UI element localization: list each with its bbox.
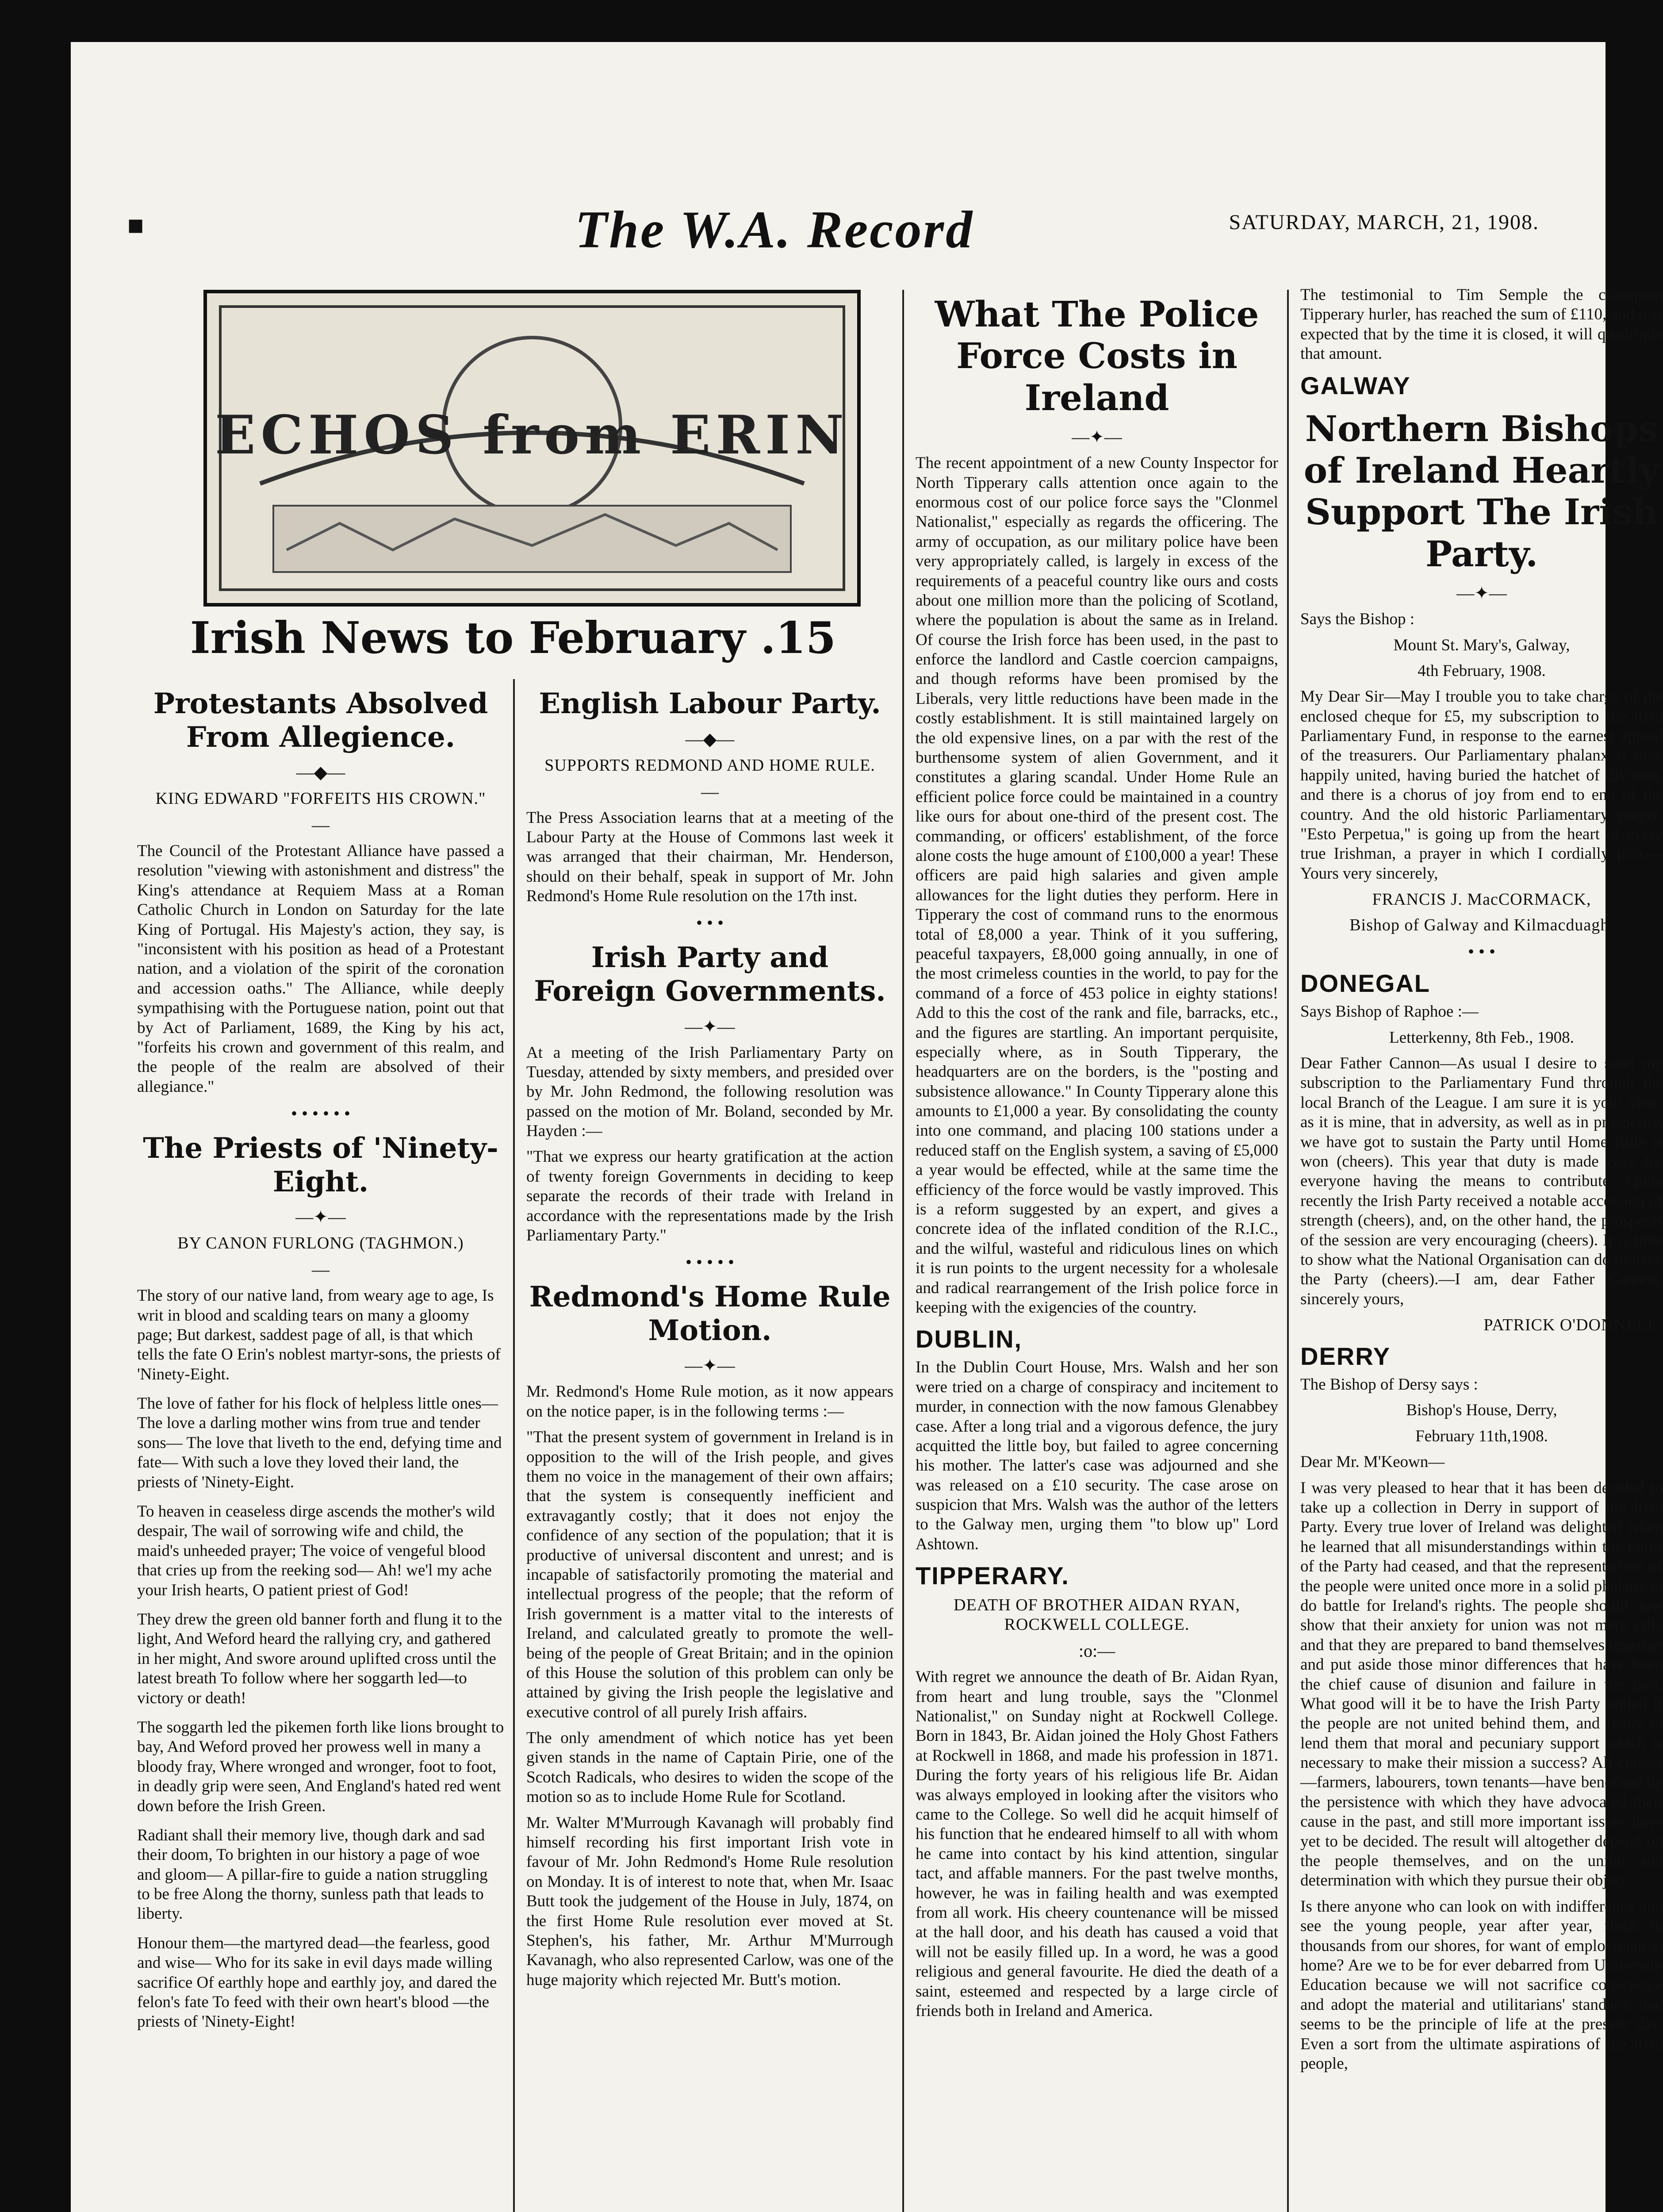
ornament-divider: ―✦― [685,1356,735,1376]
column-rule [1287,290,1289,2212]
derry-salutation: Dear Mr. M'Keown— [1300,1453,1445,1471]
byline-furlong: BY CANON FURLONG (TAGHMON.) [177,1234,464,1253]
article-kavanagh: Mr. Walter M'Murrough Kavanagh will probably find himself recording his first important Irish vote in favour of Mr. John Redmond's Home Rule resolution on Monday. It is of interest to note that, when Mr. Isaac Butt took the judgement of the House in July, 1874, on the first Home Rule resolution ever moved at St. Stephen's, his father, Mr. Arthur M'Murrough Kavanagh, who also represented Carlow, was one of the huge majority which rejected Mr. Butt's motion. [526,1813,893,1989]
ornament-divider: ―✦― [295,1207,346,1227]
echoes-banner [137,290,889,668]
headline-priests: The Priests of 'Ninety-Eight. [143,1132,498,1198]
article-police-costs: The recent appointment of a new County Inspector for North Tipperary calls attention once again to the enormous cost of our police force says the "Clonmel Nationalist," especially as regards the officering. The army of occupation, as our military police have been very appropriately called, is largely in excess of the requirements of a peaceful country like ours and costs about one million more than the policing of Scotland, where the population is about the same as in Ireland. Of course the Irish force has been used, in the past to enforce the landlord and Castle coercion campaigns, and though reforms have been promised by the Liberals, very little reductions have been made in the costly establishment. It is still maintained largely on the old expensive lines, on a par with the rest of the burthensome system of alien Government, and it constitutes a glaring scandal. Under Home Rule an efficient police force could be maintained in a country like ours for about one-third of the present cost. The commanding, or officers' establishment, of the force alone costs the huge amount of £100,000 a year! These officers are paid high salaries and given ample allowances for the light duties they perform. Here in Tipperary the cost of command runs to the enormous total of £8,000 a year. Think of it you suffering, peaceful taxpayers, £8,000 going annually, in one of the most crimeless counties in the world, to pay for the command of a force of 453 police in eighty stations! Add to this the cost of the rank and file, barracks, etc., and the figures are startling. An important perquisite, especially where, as in South Tipperary, the headquarters are on the borders, is the "posting and subsistence allowance." In County Tipperary alone this amounts to £1,000 a year. By consolidating the county into one command, and placing 100 stations under a reduced staff on the English system, a saving of £5,000 a year would be effected, while at the same time the efficiency of the force would be vastly improved. This is a reform suggested by an expert, and gives a concrete idea of the inflated condition of the R.I.C., and the wilful, wasteful and ridiculous lines on which it is run points to the urgent necessity for a wholesale and radical rearrangement of the Irish police force in keeping with the exigencies of the country. [916,454,1278,1317]
galway-intro: Says the Bishop : [1300,610,1414,629]
ornament-dots: • • • • • [685,1252,735,1272]
ornament-divider: ―✦― [1456,583,1507,603]
subhead-aidan-ryan: DEATH OF BROTHER AIDAN RYAN, ROCKWELL COLLEGE. [954,1596,1240,1634]
signature-bishop-galway: Bishop of Galway and Kilmacduagh. [1349,916,1614,935]
ornament-divider: ―◆― [296,762,345,783]
headline-home-rule-motion: Redmond's Home Rule Motion. [529,1280,891,1347]
section-derry: DERRY [1300,1342,1391,1371]
derry-date: February 11th,1908. [1415,1427,1548,1445]
derry-intro: The Bishop of Dersy says : [1300,1375,1478,1394]
banner-frame [203,290,861,607]
donegal-intro: Says Bishop of Raphoe :— [1300,1002,1479,1021]
derry-letter-2: Is there anyone who can look on with indifference and see the young people, year after year, flock in thousands from our shores, for want of employment at home? Are we to be for ever debarred from University Education because we will not sacrifice conscience and adopt the material and utilitarians' standard, that seems to be the principle of life at the present day. Even a sort from the ultimate aspirations of the Irish people, [1300,1897,1663,2073]
column-rule [513,679,515,2212]
issue-date: SATURDAY, MARCH, 21, 1908. [1229,211,1539,234]
galway-letter: My Dear Sir—May I trouble you to take charge of the enclosed cheque for £5, my subscription to the Irish Parliamentary Fund, in response to the earnest appeal of the treasurers. Our Parliamentary phalanx is now happily united, having buried the hatchet of division, and there is a chorus of joy from end to end of the country. And the old historic Parliamentary prayer, "Esto Perpetua," is going up from the heart of every true Irishman, a prayer in which I cordially join.—Yours very sincerely, [1300,687,1663,883]
poem-stanza: They drew the green old banner forth and flung it to the light, And Weford heard the rallying cry, and gathered in her might, And swore around uplifted cross until the latest breath To follow where her soggarth led—to victory or death! [137,1610,502,1707]
poem-stanza: The story of our native land, from weary age to age, Is writ in blood and scalding tears on many a gloomy page; But darkest, saddest page of all, is that which tells the fate O Erin's noblest martyr-sons, the priests of 'Ninety-Eight. [137,1286,501,1383]
subhead-supports-redmond: SUPPORTS REDMOND AND HOME RULE. [544,756,875,775]
article-amendment: The only amendment of which notice has yet been given stands in the name of Captain Pirie, one of the Scotch Radicals, who desires to widen the scope of the motion so as to include Home Rule for Scotland. [526,1729,893,1806]
ornament-dots: • • • [1468,941,1495,962]
ornament-divider: ―✦― [685,1016,735,1037]
section-dublin: DUBLIN, [916,1325,1023,1353]
article-labour: The Press Association learns that at a meeting of the Labour Party at the House of Commons last week it was arranged that their chairman, Mr. Henderson, should on their behalf, speak in support of Mr. John Redmond's Home Rule resolution on the 17th inst. [526,808,893,906]
column-rule [902,290,904,2212]
article-home-rule-terms: "That the present system of government in Ireland is in opposition to the will of the Irish people, and gives them no voice in the management of their own affairs; that the system is consequently inefficient and extravagantly costly; that it does not enjoy the confidence of any section of the population; that it is productive of universal discontent and unrest; and is incapable of satisfactorily promoting the material and intellectual progress of the people; that the reform of Irish government is a matter vital to the interests of Ireland, and calculated greatly to promote the well-being of the people of Great Britain; and in the opinion of this House the solution of this problem can only be attained by giving the Irish people the legislative and executive control of all purely Irish affairs. [526,1428,893,1721]
article-semple-testimonial: The testimonial to Tim Semple the champion Tipperary hurler, has reached the sum of £110, and it is expected that by the time it is closed, it will quadruple that amount. [1300,286,1663,363]
poem-stanza: Radiant shall their memory live, though dark and sad their doom, To brighten in our history a page of woe and gloom— A pillar-fire to guide a nation struggling to be free Along the thorny, sunless path that leads to liberty. [137,1826,488,1923]
poem-stanza: The love of father for his flock of helpless little ones— The love a darling mother wins from true and tender sons— The love that liveth to the end, defying time and fate— With such a love they loved their land, the priests of 'Ninety-Eight. [137,1394,502,1491]
newspaper-page [71,42,1663,2212]
article-dublin: In the Dublin Court House, Mrs. Walsh and her son were tried on a charge of conspiracy and incitement to murder, in connection with the now famous Glenabbey case. After a long trial and a vigorous defence, the jury acquitted the little boy, but failed to agree concerning his mother. The latter's case was adjourned and she was released on a £10 security. The case arose on suspicion that Mrs. Walsh was the author of the letters to the Galway men, urging them "to blow up" Lord Ashtown. [916,1358,1278,1553]
column-1 [137,679,504,2212]
ornament-dots: • • • • • • [291,1103,351,1124]
section-galway: GALWAY [1300,371,1411,399]
galway-date: 4th February, 1908. [1418,661,1546,680]
column-2 [526,679,893,2212]
irish-news-heading: Irish News to February .15 [190,613,836,664]
poem-stanza: Honour them—the martyred dead—the fearless, good and wise— Who for its sake in evil days made willing sacrifice Of earthly hope and earthly joy, and dared the felon's fate To feed with their own heart's blood —the priests of 'Ninety-Eight! [137,1934,497,2031]
ornament-divider: ―◆― [685,729,735,749]
article-foreign-governments: At a meeting of the Irish Parliamentary Party on Tuesday, attended by sixty members, and presided over by Mr. John Redmond, the following resolution was passed on the motion of Mr. Boland, seconded by Mr. Hayden :— [526,1043,893,1141]
ornament-divider: — [701,781,719,802]
masthead-mark: ■ [127,211,144,241]
section-donegal: DONEGAL [1300,969,1430,998]
ornament-divider: — [312,815,330,835]
section-tipperary: TIPPERARY. [916,1562,1069,1590]
masthead-title: The W.A. Record [575,200,974,259]
resolution-quote: "That we express our hearty gratification at the action of twenty foreign Governments in deciding to keep separate the records of their trade with Ireland in accordance with the representations made by the Irish Parliamentary Party." [526,1148,893,1245]
column-4 [1300,285,1663,2212]
ornament-small: :o:— [1078,1641,1115,1661]
poem-stanza: To heaven in ceaseless dirge ascends the mother's wild despair, The wail of sorrowing wife and child, the maid's unheeded prayer; The voice of vengeful blood that cries up from the reeking sod— Ah! we'l my ache your Irish hearts, O patient priest of God! [137,1502,495,1599]
headline-foreign-governments: Irish Party and Foreign Governments. [534,941,886,1008]
ornament-divider: — [312,1260,330,1280]
derry-letter-1: I was very pleased to hear that it has been decided to take up a collection in Derry in support of the Irish Party. Every true lover of Ireland was delighted when he learned that all misunderstandings within the ranks of the Party had ceased, and that the representatives of the people were united once more in a solid phalanx to do battle for Ireland's rights. The people should now show that their anxiety for union was not mere talk, and that they are prepared to band themselves together and put aside those minor differences that have been the chief cause of disunion and failure in the past. What good will it be to have the Irish Party united if the people are not united behind them, and ready to lend them that moral and pecuniary support which is necessary to make their mission a success? All classes—farmers, labourers, town tenants—have benefited by the persistence with which they have advocated their cause in the past, and still more important issues have yet to be decided. The result will altogether depend on the people themselves, and on the union and determination with which they pursue their object. [1300,1479,1663,1890]
article-aidan-ryan: With regret we announce the death of Br. Aidan Ryan, from heart and lung trouble, says the "Clonmel Nationalist," on Sunday night at Rockwell College. Born in 1843, Br. Aidan joined the Holy Ghost Fathers at Rockwell in 1868, and made his profession in 1871. During the forty years of his religious life Br. Aidan was always employed in looking after the visitors who came to the College. So well did he acquit himself of his function that he endeared himself to all with whom he came into contact by his kind attention, singular tact, and affable manners. For the past twelve months, however, he was in failing health and was exempted from all work. His cheery countenance will be missed at the hall door, and his death has caused a void that will not be easily filled up. In a word, he was a good religious and general favourite. He died the death of a saint, esteemed and respected by a large circle of friends both in Ireland and America. [916,1668,1278,2020]
subhead-king-edward: KING EDWARD "FORFEITS HIS CROWN." [155,789,486,808]
headline-labour: English Labour Party. [539,687,881,720]
ornament-divider: ―✦― [1072,427,1122,447]
signature-maccormack: FRANCIS J. MacCORMACK, [1372,890,1591,909]
headline-police-costs: What The Police Force Costs in Ireland [935,293,1259,419]
donegal-date: Letterkenny, 8th Feb., 1908. [1389,1028,1574,1047]
column-3 [916,285,1278,2212]
signature-odonnell: PATRICK O'DONNELL. [1483,1316,1663,1335]
article-protestants: The Council of the Protestant Alliance have passed a resolution "viewing with astonishment and distress" the King's attendance at Requiem Mass at a Roman Catholic Church in London on Saturday for the late King of Portugal. His Majesty's action, they say, is "inconsistent with his position as head of a Protestant nation, and a violation of the spirit of the coronation and accession oaths." The Alliance, while deeply sympathising with the Portuguese nation, point out that by Act of Parliament, 1689, the King by his act, "forfeits his crown and government of this realm, and the people of the realm are absolved of their allegiance." [137,842,504,1096]
poem-priests [137,1286,504,2032]
donegal-letter: Dear Father Cannon—As usual I desire to send my subscription to the Parliamentary Fund through the local Branch of the League. I am sure it is your view, as it is mine, that in adversity, as well as in prosperity, we have got to sustain the Party until Home Rule is won (cheers). This year that duty is made easy for everyone having the means to contribute. Quite recently the Irish Party received a notable accession of strength (cheers), and, on the other hand, the prospects of the session are very encouraging (cheers). It is time to show what the National Organisation can do to back the Party (cheers).—I am, dear Father Cannon, sincerely yours, [1300,1054,1663,1308]
headline-protestants: Protestants Absolved From Allegience. [153,687,488,754]
poem-stanza: The soggarth led the pikemen forth like lions brought to bay, And Weford proved her prowess well in many a bloody fray, Where wronged and wronger, foot to foot, in deadly grip were seen, And England's hated red went down before the Irish Green. [137,1718,504,1815]
ornament-dots: • • • [696,913,724,933]
derry-address: Bishop's House, Derry, [1406,1401,1557,1420]
galway-address: Mount St. Mary's, Galway, [1393,636,1570,654]
masthead [71,200,1606,263]
headline-northern-bishops: Northern Bishops of Ireland Heartly Support The Irish Party. [1303,407,1660,575]
article-home-rule-intro: Mr. Redmond's Home Rule motion, as it now appears on the notice paper, is in the following terms :— [526,1382,893,1421]
banner-title: ECHOS from ERIN [215,404,849,466]
